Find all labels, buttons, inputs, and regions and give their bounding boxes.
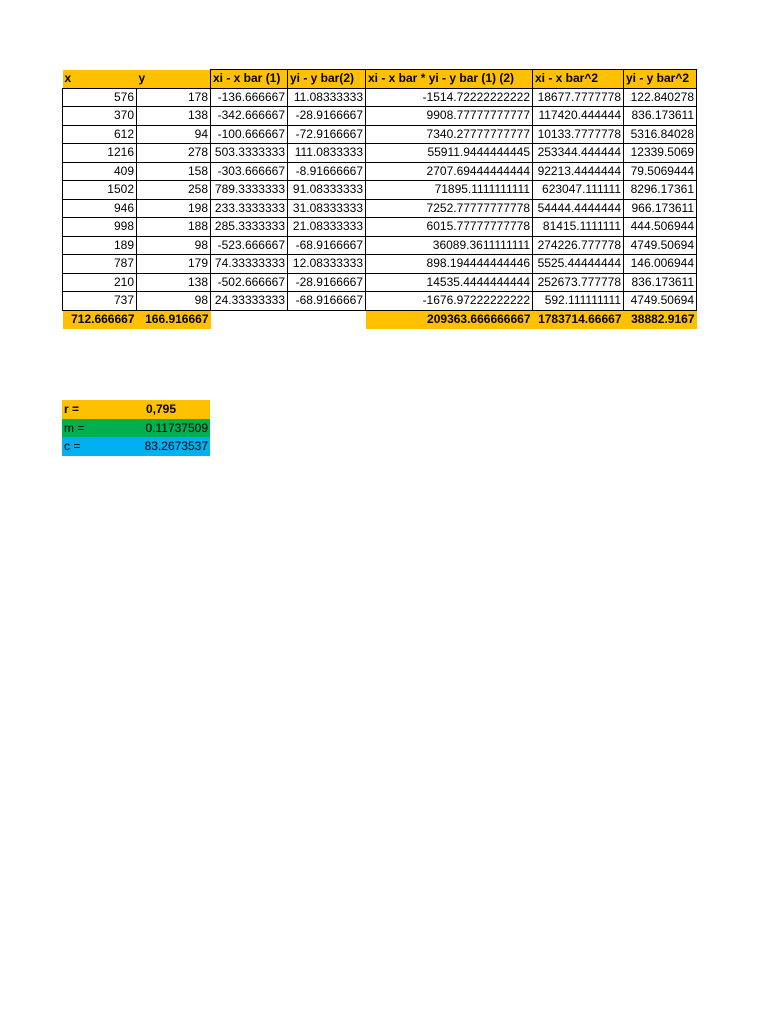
header-cell-x-dev-sq[interactable]: xi - x bar^2 xyxy=(533,70,624,89)
header-cell-x-dev[interactable]: xi - x bar (1) xyxy=(211,70,288,89)
cell-y-dev[interactable]: -28.9166667 xyxy=(288,107,366,126)
empty-cell[interactable] xyxy=(211,310,288,329)
cell-xy-product[interactable]: -1514.72222222222 xyxy=(366,88,533,107)
cell-x[interactable]: 409 xyxy=(63,162,137,181)
table-row xyxy=(63,292,697,311)
r-value[interactable]: 0,795 xyxy=(136,400,210,419)
cell-xy-product[interactable]: 9908.77777777777 xyxy=(366,107,533,126)
cell-x-dev-sq[interactable]: 592.111111111 xyxy=(533,292,624,311)
y-mean-cell[interactable]: 166.916667 xyxy=(137,310,211,329)
m-value[interactable]: 0.11737509 xyxy=(136,419,210,438)
cell-x-dev[interactable]: 233.3333333 xyxy=(211,199,288,218)
table-row xyxy=(63,199,697,218)
cell-x-dev[interactable]: 503.3333333 xyxy=(211,144,288,163)
r-row xyxy=(62,400,210,419)
table-row xyxy=(63,107,697,126)
cell-y-dev-sq[interactable]: 836.173611 xyxy=(624,107,697,126)
cell-y-dev-sq[interactable]: 836.173611 xyxy=(624,273,697,292)
table-row xyxy=(63,162,697,181)
cell-y-dev[interactable]: 12.08333333 xyxy=(288,255,366,274)
cell-y-dev-sq[interactable]: 966.173611 xyxy=(624,199,697,218)
cell-x[interactable]: 737 xyxy=(63,292,137,311)
cell-xy-product[interactable]: 36089.3611111111 xyxy=(366,236,533,255)
cell-xy-product[interactable]: 6015.77777777778 xyxy=(366,218,533,237)
cell-x[interactable]: 1216 xyxy=(63,144,137,163)
cell-y-dev-sq[interactable]: 4749.50694 xyxy=(624,236,697,255)
m-label[interactable]: m = xyxy=(62,419,136,438)
cell-xy-product[interactable]: 2707.69444444444 xyxy=(366,162,533,181)
empty-cell[interactable] xyxy=(288,310,366,329)
cell-x-dev-sq[interactable]: 117420.444444 xyxy=(533,107,624,126)
cell-y-dev-sq[interactable]: 4749.50694 xyxy=(624,292,697,311)
cell-x-dev-sq[interactable]: 253344.444444 xyxy=(533,144,624,163)
cell-xy-product[interactable]: -1676.97222222222 xyxy=(366,292,533,311)
cell-x-dev-sq[interactable]: 274226.777778 xyxy=(533,236,624,255)
cell-x-dev-sq[interactable]: 10133.7777778 xyxy=(533,125,624,144)
x-mean-cell[interactable]: 712.666667 xyxy=(63,310,137,329)
cell-x[interactable]: 1502 xyxy=(63,181,137,200)
table-row xyxy=(63,181,697,200)
table-row xyxy=(63,236,697,255)
cell-x-dev[interactable]: -502.666667 xyxy=(211,273,288,292)
summary-row xyxy=(63,310,697,329)
table-row xyxy=(63,273,697,292)
cell-x-dev-sq[interactable]: 623047.111111 xyxy=(533,181,624,200)
cell-x-dev-sq[interactable]: 252673.777778 xyxy=(533,273,624,292)
cell-y-dev[interactable]: -68.9166667 xyxy=(288,292,366,311)
cell-y-dev[interactable]: 111.0833333 xyxy=(288,144,366,163)
cell-x[interactable]: 210 xyxy=(63,273,137,292)
cell-y-dev-sq[interactable]: 12339.5069 xyxy=(624,144,697,163)
c-value[interactable]: 83.2673537 xyxy=(136,437,210,456)
sum-yy-cell[interactable]: 38882.9167 xyxy=(624,310,697,329)
header-cell-y-dev-sq[interactable]: yi - y bar^2 xyxy=(624,70,697,89)
cell-y-dev[interactable]: -8.91666667 xyxy=(288,162,366,181)
cell-y[interactable]: 278 xyxy=(137,144,211,163)
cell-y-dev[interactable]: 21.08333333 xyxy=(288,218,366,237)
cell-y-dev[interactable]: -72.9166667 xyxy=(288,125,366,144)
cell-y-dev-sq[interactable]: 79.5069444 xyxy=(624,162,697,181)
cell-x-dev[interactable]: -342.666667 xyxy=(211,107,288,126)
cell-y[interactable]: 198 xyxy=(137,199,211,218)
cell-x-dev[interactable]: -100.666667 xyxy=(211,125,288,144)
cell-y[interactable]: 98 xyxy=(137,292,211,311)
header-cell-y[interactable]: y xyxy=(137,70,211,89)
cell-y-dev[interactable]: 11.08333333 xyxy=(288,88,366,107)
cell-y-dev[interactable]: 31.08333333 xyxy=(288,199,366,218)
sum-xy-cell[interactable]: 209363.666666667 xyxy=(366,310,533,329)
cell-x-dev[interactable]: 789.3333333 xyxy=(211,181,288,200)
header-cell-xy-product[interactable]: xi - x bar * yi - y bar (1) (2) xyxy=(366,70,533,89)
cell-y-dev[interactable]: -68.9166667 xyxy=(288,236,366,255)
cell-y[interactable]: 138 xyxy=(137,107,211,126)
cell-y-dev[interactable]: -28.9166667 xyxy=(288,273,366,292)
cell-y[interactable]: 94 xyxy=(137,125,211,144)
table-row xyxy=(63,144,697,163)
sum-xx-cell[interactable]: 1783714.66667 xyxy=(533,310,624,329)
cell-x-dev[interactable]: -523.666667 xyxy=(211,236,288,255)
cell-xy-product[interactable]: 14535.4444444444 xyxy=(366,273,533,292)
cell-y[interactable]: 258 xyxy=(137,181,211,200)
cell-x[interactable]: 576 xyxy=(63,88,137,107)
table-row xyxy=(63,255,697,274)
cell-x-dev-sq[interactable]: 18677.7777778 xyxy=(533,88,624,107)
cell-x[interactable]: 946 xyxy=(63,199,137,218)
table-row xyxy=(63,88,697,107)
c-row xyxy=(62,437,210,456)
table-row xyxy=(63,218,697,237)
header-cell-y-dev[interactable]: yi - y bar(2) xyxy=(288,70,366,89)
cell-x-dev-sq[interactable]: 81415.1111111 xyxy=(533,218,624,237)
cell-y[interactable]: 98 xyxy=(137,236,211,255)
cell-x-dev-sq[interactable]: 5525.44444444 xyxy=(533,255,624,274)
cell-x[interactable]: 998 xyxy=(63,218,137,237)
m-row xyxy=(62,419,210,438)
cell-x-dev[interactable]: -136.666667 xyxy=(211,88,288,107)
cell-x-dev-sq[interactable]: 92213.4444444 xyxy=(533,162,624,181)
regression-results xyxy=(62,400,210,456)
r-label[interactable]: r = xyxy=(62,400,136,419)
c-label[interactable]: c = xyxy=(62,437,136,456)
cell-xy-product[interactable]: 7252.77777777778 xyxy=(366,199,533,218)
header-cell-x[interactable]: x xyxy=(63,70,137,89)
cell-xy-product[interactable]: 55911.9444444445 xyxy=(366,144,533,163)
header-row xyxy=(63,70,697,89)
cell-x-dev-sq[interactable]: 54444.4444444 xyxy=(533,199,624,218)
cell-x[interactable]: 370 xyxy=(63,107,137,126)
cell-x-dev[interactable]: 74.33333333 xyxy=(211,255,288,274)
cell-y[interactable]: 178 xyxy=(137,88,211,107)
cell-y-dev-sq[interactable]: 5316.84028 xyxy=(624,125,697,144)
cell-y-dev-sq[interactable]: 122.840278 xyxy=(624,88,697,107)
cell-x[interactable]: 189 xyxy=(63,236,137,255)
cell-y[interactable]: 138 xyxy=(137,273,211,292)
regression-table xyxy=(62,69,697,329)
table-row xyxy=(63,125,697,144)
cell-x-dev[interactable]: 24.33333333 xyxy=(211,292,288,311)
cell-y-dev[interactable]: 91.08333333 xyxy=(288,181,366,200)
cell-xy-product[interactable]: 7340.27777777777 xyxy=(366,125,533,144)
cell-y-dev-sq[interactable]: 8296.17361 xyxy=(624,181,697,200)
cell-y[interactable]: 179 xyxy=(137,255,211,274)
cell-x[interactable]: 612 xyxy=(63,125,137,144)
cell-x[interactable]: 787 xyxy=(63,255,137,274)
cell-y-dev-sq[interactable]: 146.006944 xyxy=(624,255,697,274)
cell-y-dev-sq[interactable]: 444.506944 xyxy=(624,218,697,237)
cell-y[interactable]: 188 xyxy=(137,218,211,237)
cell-xy-product[interactable]: 71895.1111111111 xyxy=(366,181,533,200)
cell-y[interactable]: 158 xyxy=(137,162,211,181)
cell-x-dev[interactable]: 285.3333333 xyxy=(211,218,288,237)
cell-xy-product[interactable]: 898.194444444446 xyxy=(366,255,533,274)
cell-x-dev[interactable]: -303.666667 xyxy=(211,162,288,181)
